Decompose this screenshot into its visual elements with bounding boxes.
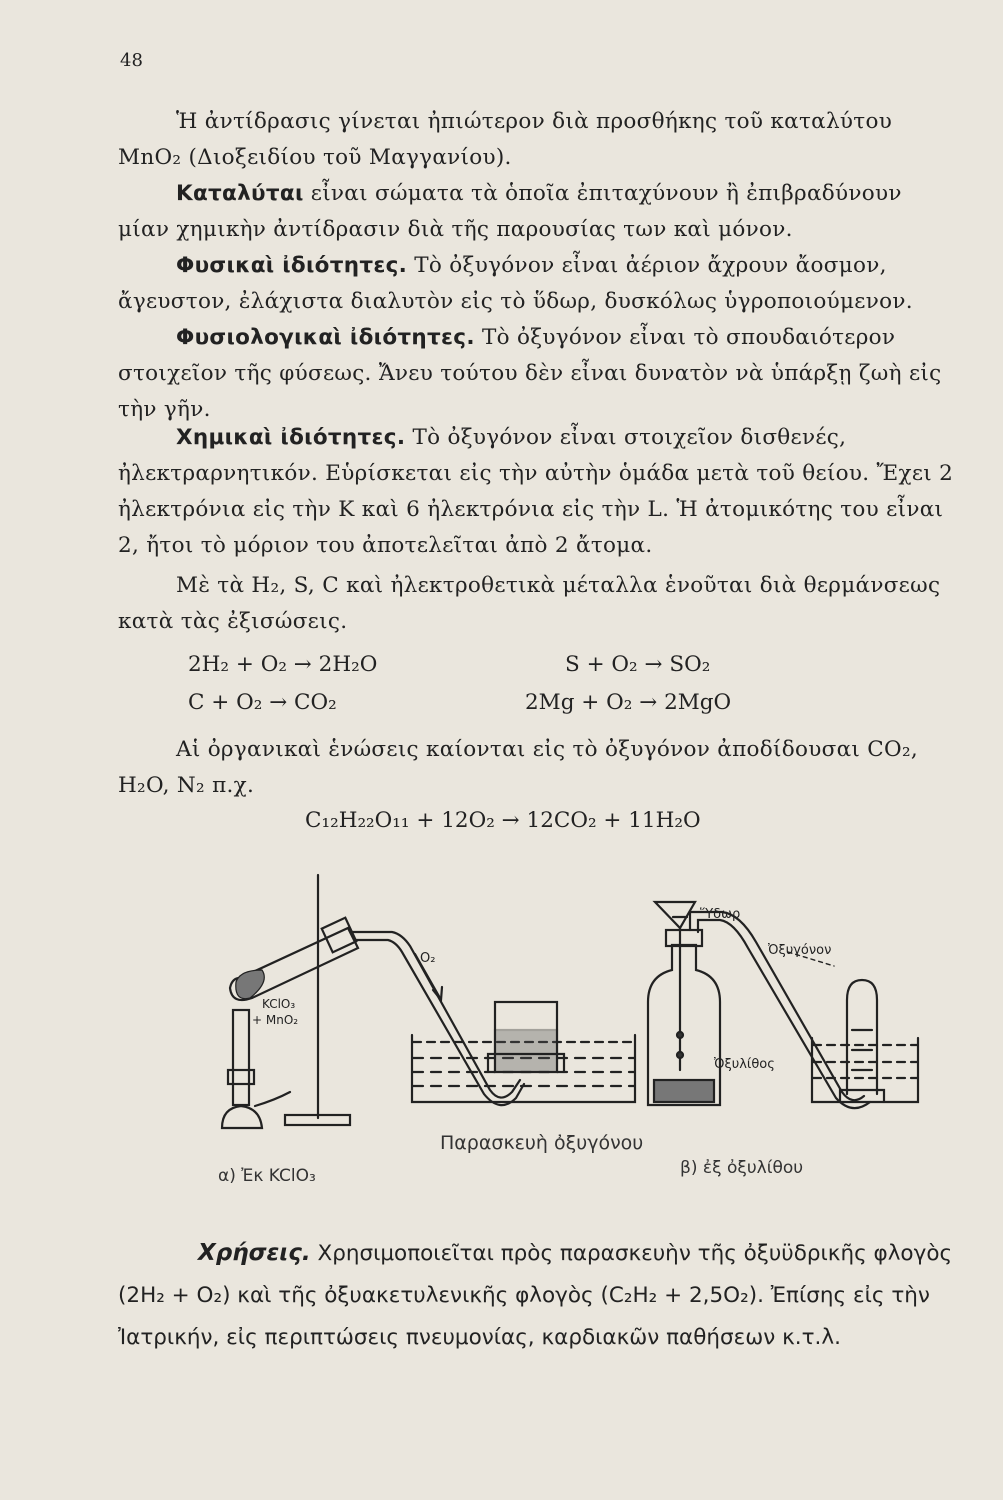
paragraph-text: Αἱ ὀργανικαὶ ἑνώσεις καίονται εἰς τὸ ὀξυγόνον ἀποδίδουσαι CO₂, H₂O, N₂ π.χ. [118, 737, 918, 798]
heading-chemical-properties: Χημικαὶ ἰδιότητες. [176, 425, 406, 450]
paragraph-text: Ἡ ἀντίδρασις γίνεται ἠπιώτερον διὰ προσθήκης τοῦ καταλύτου MnO₂ (Διοξειδίου τοῦ Μαγγανίου). [118, 109, 893, 170]
equation-sulfur: S + O₂ → SO₂ [565, 652, 711, 677]
paragraph-catalyst-intro [118, 104, 958, 176]
equation-sucrose-combustion: C₁₂H₂₂O₁₁ + 12O₂ → 12CO₂ + 11H₂O [305, 808, 701, 833]
label-mno2: + MnO₂ [252, 1013, 299, 1027]
figure-caption-a: α) Ἐκ KClO₃ [218, 1166, 316, 1186]
heading-physical-properties: Φυσικαὶ ἰδιότητες. [176, 253, 408, 278]
label-oxygen: Ὀξυγόνον [768, 943, 832, 958]
paragraph-reactions-intro [118, 568, 958, 640]
label-o2: O₂ [420, 951, 436, 966]
paragraph-physiological-properties [118, 320, 958, 428]
burner [233, 1010, 249, 1105]
equation-magnesium: 2Mg + O₂ → 2MgO [525, 690, 732, 715]
paragraph-text: εἶναι σώματα τὰ ὁποῖα ἐπιταχύνουν ἢ ἐπιβραδύνουν μίαν χημικὴν ἀντίδρασιν διὰ τῆς παρουσίας των καὶ μόνον. [118, 181, 902, 242]
paragraph-text: Μὲ τὰ H₂, S, C καὶ ἠλεκτροθετικὰ μέταλλα ἑνοῦται διὰ θερμάνσεως κατὰ τὰς ἐξισώσεις. [118, 573, 941, 634]
equation-hydrogen: 2H₂ + O₂ → 2H₂O [188, 652, 378, 677]
heading-catalysts: Καταλύται [176, 181, 304, 206]
paragraph-text: Τὸ ὀξυγόνον εἶναι ἀέριον ἄχρουν ἄοσμον, ἄγευστον, ἐλάχιστα διαλυτὸν εἰς τὸ ὕδωρ, δυσκόλως ὑγροποιούμενον. [118, 253, 913, 314]
figure-caption-b: β) ἐξ ὀξυλίθου [680, 1158, 804, 1178]
paragraph-physical-properties [118, 248, 958, 320]
label-water: Ὕδωρ [700, 907, 741, 922]
paragraph-catalysts [118, 176, 958, 248]
paragraph-text: Χρησιμοποιεῖται πρὸς παρασκευὴν τῆς ὀξυϋδρικῆς φλογὸς (2H₂ + O₂) καὶ τῆς ὀξυακετυλενικῆς φλογὸς (C₂H₂ + 2,5O₂). Ἐπίσης εἰς τὴν Ἰατρικήν, εἰς περιπτώσεις πνευμονίας, καρδιακῶν παθήσεων κ.τ.λ. [118, 1240, 953, 1350]
paragraph-text: Τὸ ὀξυγόνον εἶναι τὸ σπουδαιότερον στοιχεῖον τῆς φύσεως. Ἄνευ τούτου δὲν εἶναι δυνατὸν νὰ ὑπάρξῃ ζωὴ εἰς τὴν γῆν. [118, 325, 942, 422]
label-kclo3: KClO₃ [262, 997, 296, 1011]
heading-uses: Χρήσεις. [198, 1239, 311, 1266]
paragraph-uses [118, 1232, 978, 1359]
paragraph-chemical-properties [118, 420, 958, 564]
figure-caption: Παρασκευὴ ὀξυγόνου [440, 1132, 644, 1154]
paragraph-text: Τὸ ὀξυγόνον εἶναι στοιχεῖον δισθενές, ἠλεκτραρνητικόν. Εὑρίσκεται εἰς τὴν αὐτὴν ὁμάδα μετὰ τοῦ θείου. Ἔχει 2 ἠλεκτρόνια εἰς τὴν K καὶ 6 ἠλεκτρόνια εἰς τὴν L. Ἡ ἀτομικότης του εἶναι 2, ἤτοι τὸ μόριον του ἀποτελεῖται ἀπὸ 2 ἄτομα. [118, 425, 954, 558]
paragraph-organic-compounds [118, 732, 958, 804]
heading-physiological-properties: Φυσιολογικαὶ ἰδιότητες. [176, 325, 475, 350]
equation-carbon: C + O₂ → CO₂ [188, 690, 337, 715]
page-number: 48 [120, 50, 143, 71]
label-oxylith: Ὀξυλίθος [714, 1057, 775, 1072]
